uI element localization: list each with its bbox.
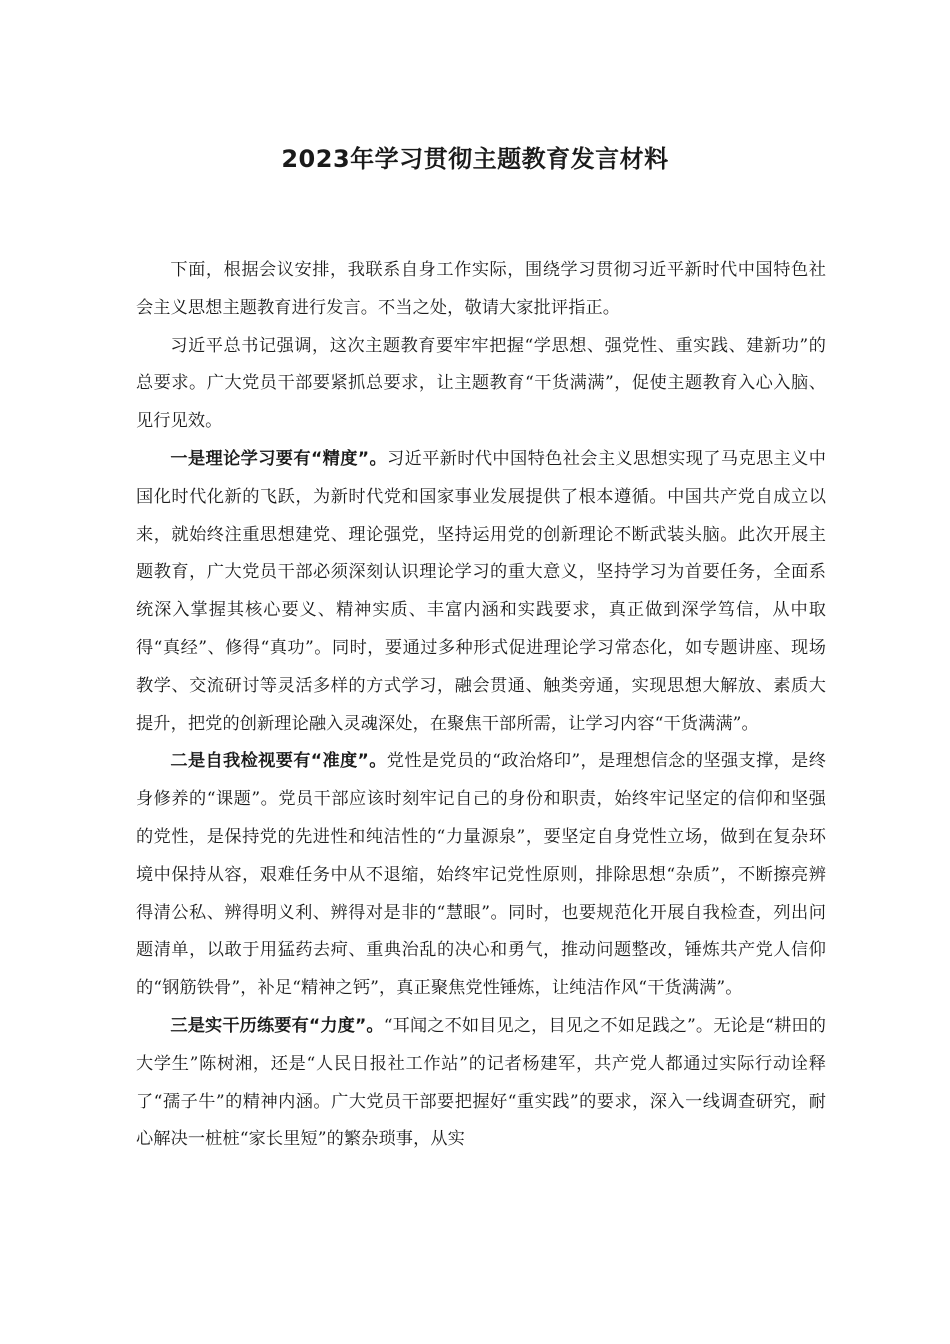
- paragraph-requirements: [136, 328, 826, 441]
- paragraph-practice: [136, 1008, 826, 1159]
- paragraph-lead-heading: 三是实干历练要有“力度”。: [170, 1015, 384, 1036]
- paragraph-lead-heading: 二是自我检视要有“准度”。: [170, 751, 387, 772]
- paragraph-self-examination: [136, 743, 826, 1008]
- paragraph-text: 下面，根据会议安排，我联系自身工作实际，围绕学习贯彻习近平新时代中国特色社会主义思想主题教育进行发言。不当之处，敬请大家批评指正。: [136, 260, 826, 318]
- document-title: 2023年学习贯彻主题教育发言材料: [281, 145, 669, 173]
- paragraph-theory-study: [136, 441, 826, 743]
- document-body: [136, 252, 826, 1159]
- paragraph-lead-heading: 一是理论学习要有“精度”。: [170, 448, 388, 469]
- paragraph-text: “耳闻之不如目见之，目见之不如足践之”。无论是“耕田的大学生”陈树湘，还是“人民日报社工作站”的记者杨建军，共产党人都通过实际行动诠释了“孺子牛”的精神内涵。广大党员干部要把握好“重实践”的要求，深入一线调查研究，耐心解决一桩桩“家长里短”的繁杂琐事，从实: [136, 1015, 826, 1150]
- paragraph-intro: [136, 252, 826, 328]
- paragraph-text: 习近平总书记强调，这次主题教育要牢牢把握“学思想、强党性、重实践、建新功”的总要求。广大党员干部要紧抓总要求，让主题教育“干货满满”，促使主题教育入心入脑、见行见效。: [136, 335, 826, 432]
- paragraph-text: 党性是党员的“政治烙印”，是理想信念的坚强支撑，是终身修养的“课题”。党员干部应该时刻牢记自己的身份和职责，始终牢记坚定的信仰和坚强的党性，是保持党的先进性和纯洁性的“力量源泉”，要坚定自身党性立场，做到在复杂环境中保持从容，艰难任务中从不退缩，始终牢记党性原则，排除思想“杂质”，不断擦亮辨得清公私、辨得明义利、辨得对是非的“慧眼”。同时，也要规范化开展自我检查，列出问题清单，以敢于用猛药去疴、重典治乱的决心和勇气，推动问题整改，锤炼共产党人信仰的“钢筋铁骨”，补足“精神之钙”，真正聚焦党性锤炼，让纯洁作风“干货满满”。: [136, 751, 826, 999]
- paragraph-text: 习近平新时代中国特色社会主义思想实现了马克思主义中国化时代化新的飞跃，为新时代党和国家事业发展提供了根本遵循。中国共产党自成立以来，就始终注重思想建党、理论强党，坚持运用党的创新理论不断武装头脑。此次开展主题教育，广大党员干部必须深刻认识理论学习的重大意义，坚持学习为首要任务，全面系统深入掌握其核心要义、精神实质、丰富内涵和实践要求，真正做到深学笃信，从中取得“真经”、修得“真功”。同时，要通过多种形式促进理论学习常态化，如专题讲座、现场教学、交流研讨等灵活多样的方式学习，融会贯通、触类旁通，实现思想大解放、素质大提升，把党的创新理论融入灵魂深处，在聚焦干部所需，让学习内容“干货满满”。: [136, 448, 826, 734]
